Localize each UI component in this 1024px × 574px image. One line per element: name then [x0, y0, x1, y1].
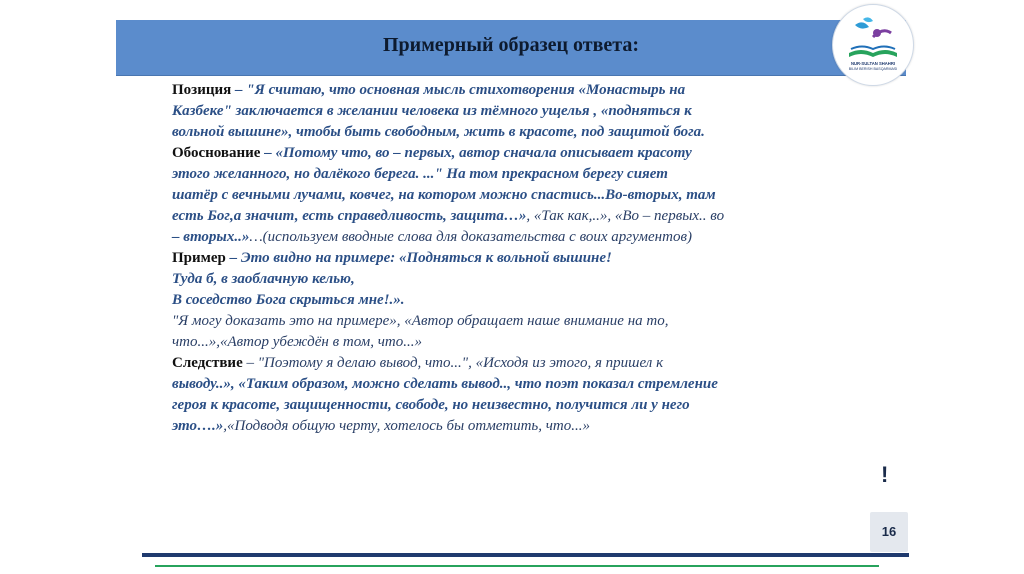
- logo-caption-1: NUR-SULTAN SHAHRI: [850, 61, 896, 66]
- text-line: Позиция – "Я считаю, что основная мысль стихотворения «Монастырь на: [172, 82, 686, 98]
- keyword-consequence: Следствие: [172, 355, 243, 371]
- text-line: – вторых..»…(используем вводные слова для доказательства с воих аргументов): [172, 229, 692, 245]
- text-line: это….»,«Подводя общую черту, хотелось бы отметить, что...»: [172, 418, 590, 434]
- page-number: 16: [881, 524, 897, 539]
- text-line: Туда б, в заоблачную келью,: [172, 271, 355, 287]
- text-line: этого желанного, но далёкого берега. ..." На том прекрасном берегу сияет: [172, 166, 668, 182]
- answer-text: [172, 80, 832, 437]
- slide-title: Примерный образец ответа:: [382, 34, 639, 56]
- text-line: В соседство Бога скрыться мне!.».: [172, 292, 405, 308]
- keyword-example: Пример: [172, 250, 226, 266]
- text-line: шатёр с вечными лучами, ковчег, на котором можно спастись...Во-вторых, там: [172, 187, 716, 203]
- header-band: [116, 20, 906, 76]
- text-line: выводу..», «Таким образом, можно сделать вывод.., что поэт показал стремление: [172, 376, 718, 392]
- text-line: "Я могу доказать это на примере», «Автор обращает наше внимание на то,: [172, 313, 669, 329]
- text-line: Обоснование – «Потому что, во – первых, автор сначала описывает красоту: [172, 145, 692, 161]
- text-line: есть Бог,а значит, есть справедливость, защита…», «Так как,..», «Во – первых.. во: [172, 208, 725, 224]
- footer-bar-green: [155, 565, 879, 567]
- text-line: Казбеке" заключается в желании человека из тёмного ущелья , «подняться к: [172, 103, 692, 119]
- text-line: что...»,«Автор убеждён в том, что...»: [172, 334, 422, 350]
- footer-bar-navy: [142, 553, 909, 557]
- text-line: героя к красоте, защищенности, свободе, но неизвестно, получится ли у него: [172, 397, 690, 413]
- keyword-justification: Обоснование: [172, 145, 261, 161]
- text-line: Пример – Это видно на примере: «Подняться к вольной вышине!: [172, 250, 612, 266]
- logo: [832, 4, 914, 86]
- exclamation-mark: !: [881, 462, 889, 487]
- keyword-position: Позиция: [172, 82, 232, 98]
- text-line: вольной вышине», чтобы быть свободным, жить в красоте, под защитой бога.: [172, 124, 705, 140]
- page-number-box: [870, 512, 908, 552]
- text-line: Следствие – "Поэтому я делаю вывод, что...", «Исходя из этого, я пришел к: [172, 355, 664, 371]
- logo-emblem-icon: [833, 5, 913, 85]
- logo-caption-2: BILIM BERISH BASQARMASI: [848, 67, 898, 71]
